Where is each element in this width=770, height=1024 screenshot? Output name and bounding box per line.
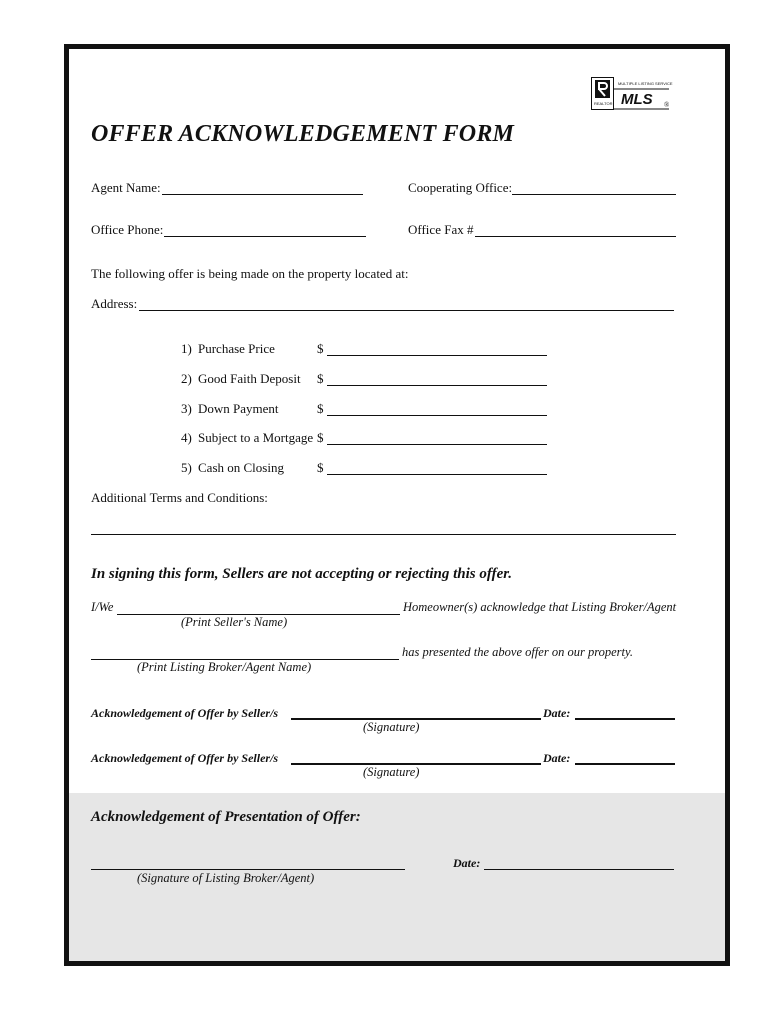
logo-reg-mark: ® [664, 101, 670, 109]
form-frame [64, 44, 730, 966]
additional-terms-field[interactable] [91, 534, 676, 535]
mls-logo [591, 77, 673, 119]
broker-signature-field[interactable] [91, 869, 405, 870]
office-fax-label: Office Fax # [408, 222, 474, 237]
offer-item-number: 5) [181, 460, 192, 475]
print-broker-name-caption: (Print Listing Broker/Agent Name) [137, 660, 312, 674]
purchase-price-field[interactable] [327, 355, 547, 356]
offer-item-number: 1) [181, 341, 192, 356]
seller-date-field[interactable] [575, 763, 675, 765]
offer-intro-text: The following offer is being made on the property located at: [91, 266, 409, 281]
down-payment-field[interactable] [327, 415, 547, 416]
presentation-heading: Acknowledgement of Presentation of Offer: [91, 809, 361, 825]
offer-item-currency: $ [317, 460, 324, 475]
offer-item-label: Cash on Closing [198, 460, 284, 475]
offer-item-currency: $ [317, 341, 324, 356]
offer-item-label: Purchase Price [198, 341, 275, 356]
signing-note: In signing this form, Sellers are not accepting or rejecting this offer. [91, 566, 513, 582]
address-label: Address: [91, 296, 138, 311]
offer-item-label: Good Faith Deposit [198, 371, 301, 386]
offer-item-number: 4) [181, 430, 192, 445]
seller-signature-label: Acknowledgement of Offer by Seller/s [91, 751, 279, 765]
offer-item-label: Down Payment [198, 401, 279, 416]
address-field[interactable] [139, 310, 674, 311]
presentation-date-label: Date: [453, 856, 481, 870]
good-faith-deposit-field[interactable] [327, 385, 547, 386]
additional-terms-label: Additional Terms and Conditions: [91, 490, 268, 505]
iwe-label: I/We [91, 600, 114, 614]
agent-name-label: Agent Name: [91, 180, 161, 195]
seller-date-field[interactable] [575, 718, 675, 720]
offer-item-label: Subject to a Mortgage [198, 430, 314, 445]
broker-signature-caption: (Signature of Listing Broker/Agent) [137, 871, 315, 885]
offer-item [69, 341, 669, 361]
seller-date-label: Date: [543, 751, 571, 765]
offer-item-currency: $ [317, 371, 324, 386]
print-seller-name-caption: (Print Seller's Name) [181, 615, 288, 629]
offer-item [69, 371, 669, 391]
offer-item-currency: $ [317, 430, 324, 445]
logo-realtor-text: REALTOR [594, 101, 613, 106]
offer-item-currency: $ [317, 401, 324, 416]
homeowner-ack-text: Homeowner(s) acknowledge that Listing Broker/Agent [403, 600, 677, 614]
offer-item [69, 460, 669, 480]
presentation-section [69, 793, 725, 961]
agent-name-field[interactable] [162, 194, 363, 195]
form-title: OFFER ACKNOWLEDGEMENT FORM [91, 121, 515, 147]
offer-item [69, 430, 669, 450]
cash-on-closing-field[interactable] [327, 474, 547, 475]
office-phone-field[interactable] [164, 236, 366, 237]
seller-signature-label: Acknowledgement of Offer by Seller/s [91, 706, 279, 720]
offer-item-number: 3) [181, 401, 192, 416]
office-phone-label: Office Phone: [91, 222, 164, 237]
seller-date-label: Date: [543, 706, 571, 720]
mortgage-field[interactable] [327, 444, 547, 445]
office-fax-field[interactable] [475, 236, 676, 237]
cooperating-office-field[interactable] [512, 194, 676, 195]
presentation-date-field[interactable] [484, 869, 674, 870]
cooperating-office-label: Cooperating Office: [408, 180, 513, 195]
offer-item [69, 401, 669, 421]
presented-text: has presented the above offer on our property. [402, 645, 633, 659]
signature-caption: (Signature) [363, 720, 420, 734]
logo-mls-text: MLS [621, 91, 653, 108]
signature-caption: (Signature) [363, 765, 420, 779]
offer-item-number: 2) [181, 371, 192, 386]
logo-small-text: MULTIPLE LISTING SERVICE [618, 81, 673, 86]
